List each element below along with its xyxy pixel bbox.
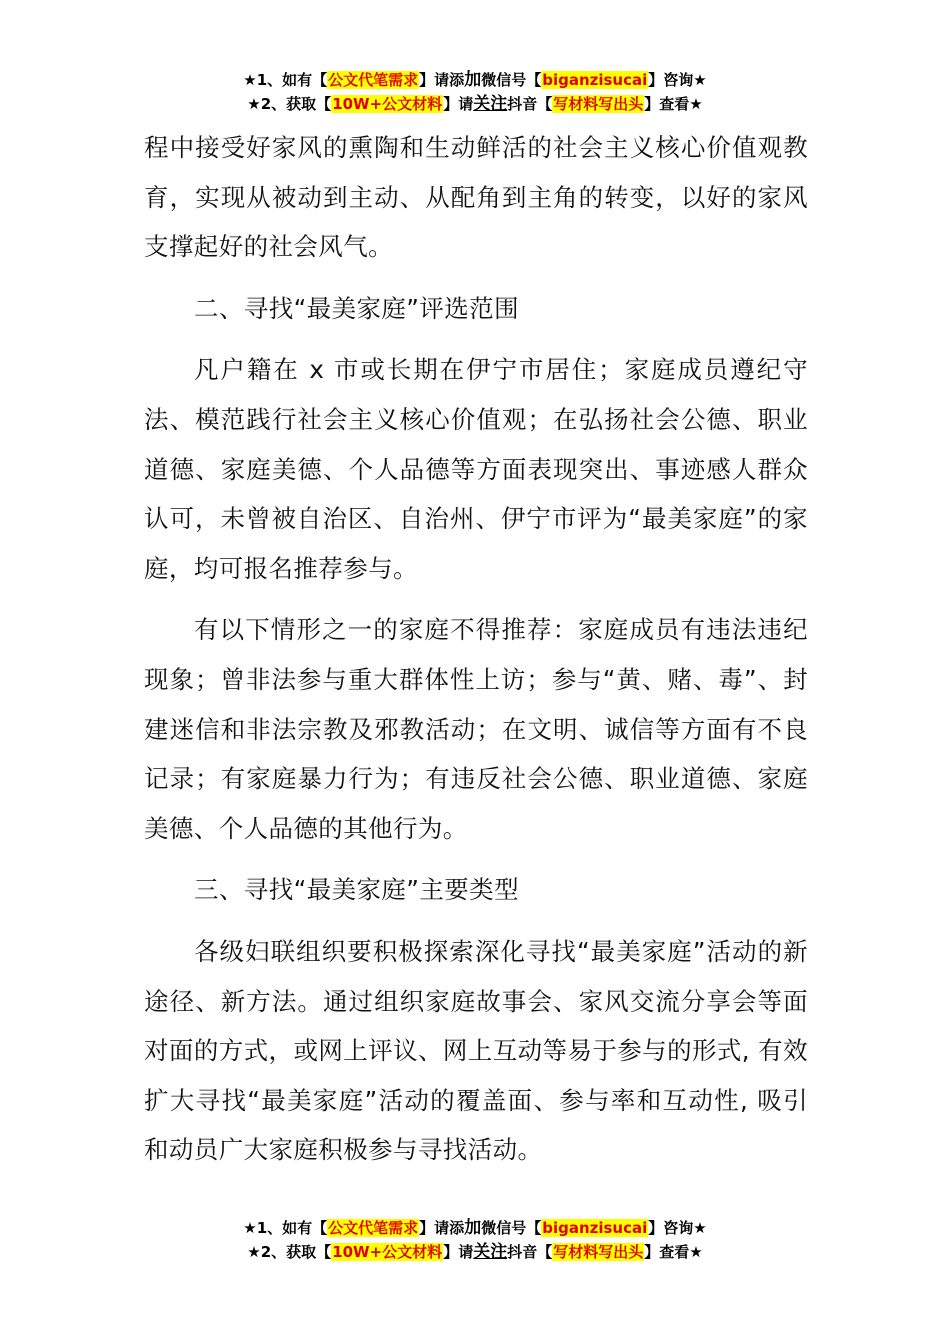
highlight-wechat-id: biganzisucai	[542, 71, 648, 89]
header-banner	[0, 68, 950, 116]
banner-line-1: ★1、如有【公文代笔需求】请添加微信号【biganzisucai】咨询★	[243, 70, 707, 90]
paragraph-continuation: 程中接受好家风的熏陶和生动鲜活的社会主义核心价值观教育，实现从被动到主动、从配角到主角的转变，以好的家风支撑起好的社会风气。	[144, 133, 808, 262]
paragraph-eligibility: 凡户籍在 x 市或长期在伊宁市居住；家庭成员遵纪守法、模范践行社会主义核心价值观；在弘扬社会公德、职业道德、家庭美德、个人品德等方面表现突出、事迹感人群众认可，未曾被自治区、自治州、伊宁市评为“最美家庭”的家庭，均可报名推荐参与。	[144, 355, 808, 583]
highlight-wechat-id: biganzisucai	[542, 1219, 648, 1237]
highlight-writing-service: 公文代笔需求	[328, 1219, 419, 1237]
highlight-materials: 10W+公文材料	[332, 1243, 443, 1261]
banner-line-1: ★1、如有【公文代笔需求】请添加微信号【biganzisucai】咨询★	[243, 1218, 707, 1238]
footer-banner	[0, 1216, 950, 1264]
paragraph-methods: 各级妇联组织要积极探索深化寻找“最美家庭”活动的新途径、新方法。通过组织家庭故事会、家风交流分享会等面对面的方式，或网上评议、网上互动等易于参与的形式, 有效扩大寻找“最美家庭”活动的覆盖面、参与率和互动性, 吸引和动员广大家庭积极参与寻找活动。	[144, 936, 808, 1165]
highlight-douyin-account: 写材料写出头	[553, 95, 644, 113]
highlight-materials: 10W+公文材料	[332, 95, 443, 113]
section-heading-types: 三、寻找“最美家庭”主要类型	[194, 875, 519, 905]
banner-line-2: ★2、获取【10W+公文材料】请关注抖音【写材料写出头】查看★	[247, 1242, 703, 1262]
section-heading-scope: 二、寻找“最美家庭”评选范围	[194, 293, 519, 323]
paragraph-exclusions: 有以下情形之一的家庭不得推荐：家庭成员有违法违纪现象；曾非法参与重大群体性上访；参与“黄、赌、毒”、封建迷信和非法宗教及邪教活动；在文明、诚信等方面有不良记录；有家庭暴力行为；有违反社会公德、职业道德、家庭美德、个人品德的其他行为。	[144, 615, 808, 843]
banner-line-2: ★2、获取【10W+公文材料】请关注抖音【写材料写出头】查看★	[247, 94, 703, 114]
highlight-writing-service: 公文代笔需求	[328, 71, 419, 89]
document-body	[144, 123, 808, 1187]
highlight-douyin-account: 写材料写出头	[553, 1243, 644, 1261]
